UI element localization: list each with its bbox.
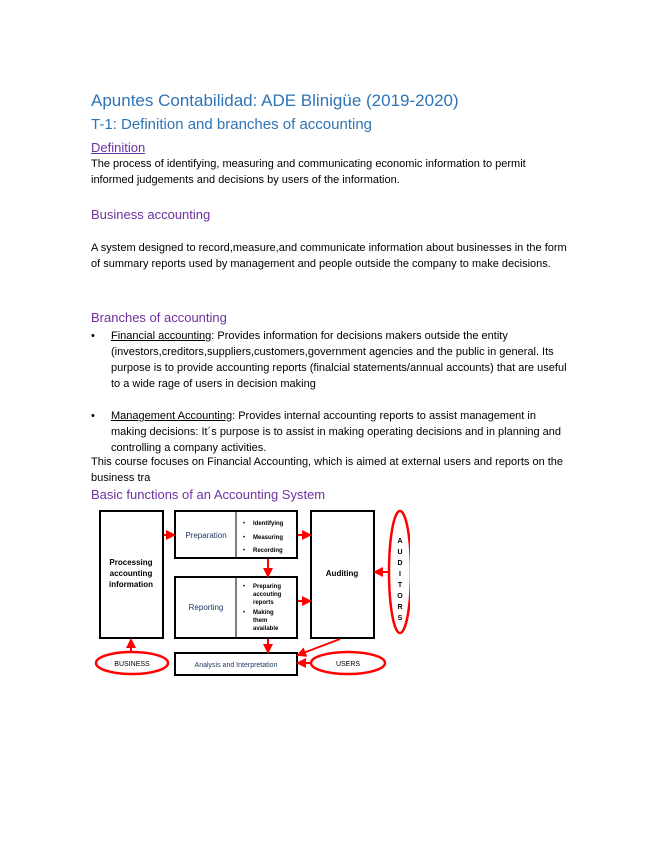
users-label: USERS xyxy=(335,661,361,668)
business-label: BUSINESS xyxy=(114,661,150,668)
processing-label: accounting xyxy=(109,569,153,578)
branch-term: Management Accounting xyxy=(111,410,233,422)
auditors-letter: U xyxy=(397,549,403,556)
reporting-item: reports xyxy=(253,600,274,606)
bullet-icon: • xyxy=(91,410,95,422)
auditors-letter: S xyxy=(397,615,403,622)
reporting-item: available xyxy=(253,626,279,632)
course-focus-text: This course focuses on Financial Accounting, which is aimed at external users and reports on the business tra xyxy=(91,456,564,484)
branches-heading: Branches of accounting xyxy=(91,310,227,325)
list-item xyxy=(91,328,571,392)
preparation-item: Identifying xyxy=(253,521,284,527)
list-item xyxy=(91,408,571,456)
business-accounting-text: A system designed to record,measure,and communicate information about businesses in the form of summary reports used by management and people outside the company to make decisions. xyxy=(91,242,567,270)
preparation-item: Measuring xyxy=(253,535,284,541)
accounting-system-diagram xyxy=(90,503,410,681)
definition-heading: Definition xyxy=(91,140,146,155)
reporting-item: accouting xyxy=(253,592,282,598)
business-accounting-heading: Business accounting xyxy=(91,207,211,222)
auditors-letter: D xyxy=(397,560,403,567)
preparation-label: Preparation xyxy=(185,531,227,540)
reporting-item: Preparing xyxy=(253,584,282,590)
page-title: Apuntes Contabilidad: ADE Blinigüe (2019-2020) xyxy=(91,91,459,110)
processing-label: Processing xyxy=(109,558,153,567)
auditors-letter: O xyxy=(397,593,403,600)
processing-label: information xyxy=(109,580,153,589)
preparation-bullet: • xyxy=(243,521,246,527)
analysis-label: Analysis and Interpretation xyxy=(194,662,278,669)
auditors-letter: T xyxy=(397,582,403,589)
definition-text: The process of identifying, measuring and communicating economic information to permit informed judgements and decisions by users of the information. xyxy=(91,158,526,186)
reporting-bullet: • xyxy=(243,584,246,590)
auditors-letter: I xyxy=(399,571,401,578)
bullet-icon: • xyxy=(91,330,95,342)
auditors-letter: R xyxy=(397,604,403,611)
branch-term: Financial accounting xyxy=(111,330,212,342)
section-title: T-1: Definition and branches of accounting xyxy=(91,116,373,133)
auditors-letter: A xyxy=(397,538,403,545)
preparation-item: Recording xyxy=(253,548,283,554)
reporting-label: Reporting xyxy=(188,603,224,612)
branch-description: : Provides information for decisions makers outside the entity (investors,creditors,suppliers,customers,government agencies and the public in general. Its purpose is to provide accounting reports (finalcial statements/annual accounts) that are useful to a wide rage of users in decision making xyxy=(111,330,567,390)
preparation-bullet: • xyxy=(243,535,246,541)
basic-functions-heading: Basic functions of an Accounting System xyxy=(91,487,326,502)
branch-description: : Provides internal accounting reports to assist management in making decisions: It´s purpose is to assist in making operating decisions and in planning and controlling a company activities. xyxy=(111,410,562,454)
reporting-item: Making xyxy=(253,610,274,616)
reporting-bullet: • xyxy=(243,610,246,616)
reporting-item: them xyxy=(253,618,268,624)
branches-list xyxy=(91,328,571,456)
preparation-bullet: • xyxy=(243,548,246,554)
auditing-label: Auditing xyxy=(325,569,359,578)
